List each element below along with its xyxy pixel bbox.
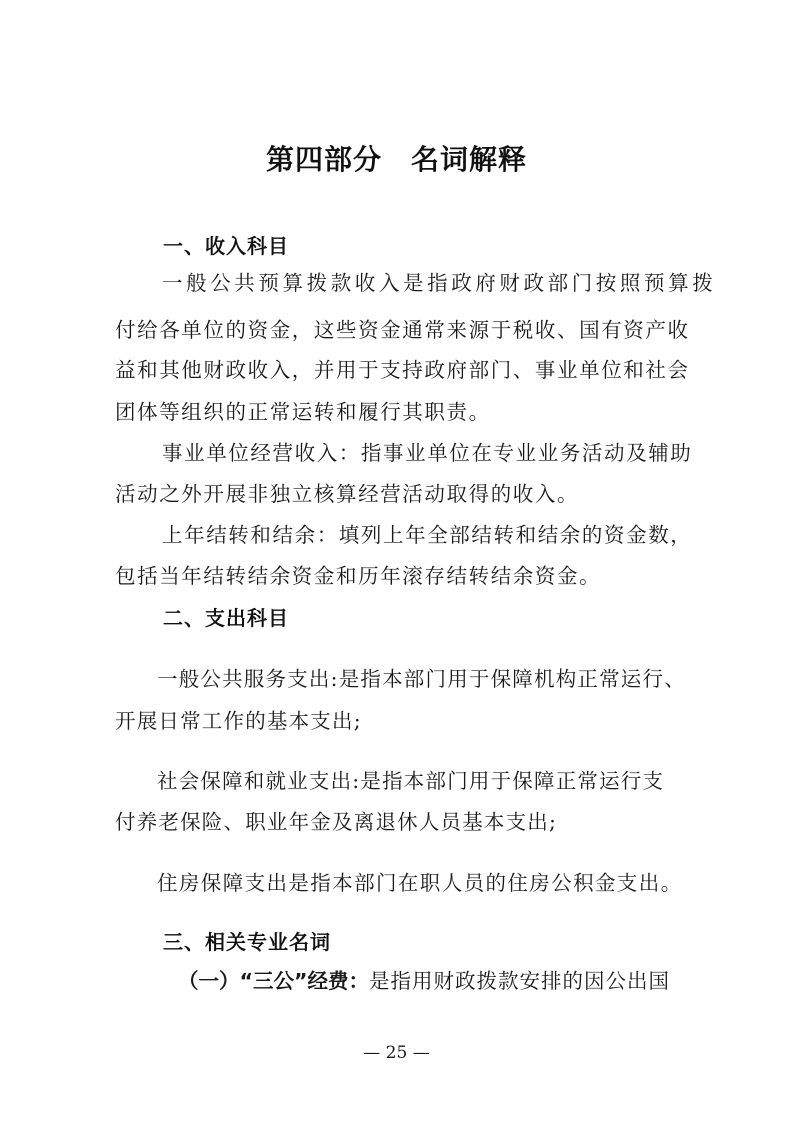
paragraph-line: 社会保障和就业支出:是指本部门用于保障正常运行支	[157, 769, 665, 793]
section-heading-expenditure: 二、支出科目	[163, 606, 289, 630]
paragraph-line: 包括当年结转结余资金和历年滚存结转结余资金。	[115, 564, 602, 588]
paragraph-line: 开展日常工作的基本支出;	[115, 709, 362, 733]
sub-item-label: （一）“三公”经费：	[178, 969, 369, 993]
paragraph-line: 付养老保险、职业年金及离退休人员基本支出;	[115, 810, 558, 834]
section-heading-terms: 三、相关专业名词	[163, 930, 331, 954]
paragraph-line: 上年结转和结余：填列上年全部结转和结余的资金数，	[162, 523, 693, 547]
paragraph-line: 一般公共预算拨款收入是指政府财政部门按照预算拨	[162, 271, 717, 295]
paragraph-line: 益和其他财政收入，并用于支持政府部门、事业单位和社会	[115, 358, 690, 382]
paragraph-line: 事业单位经营收入：指事业单位在专业业务活动及辅助	[162, 441, 693, 465]
sub-item-text: 是指用财政拨款安排的因公出国	[368, 969, 670, 993]
section-heading-income: 一、收入科目	[163, 234, 289, 258]
page-number: — 25 —	[363, 1043, 430, 1063]
paragraph-line: 一般公共服务支出:是指本部门用于保障机构正常运行、	[157, 667, 686, 691]
sub-item-three-public-funds	[178, 964, 670, 994]
paragraph-line: 付给各单位的资金，这些资金通常来源于税收、国有资产收	[115, 318, 690, 342]
paragraph-line: 团体等组织的正常运转和履行其职责。	[115, 400, 491, 424]
paragraph-line: 活动之外开展非独立核算经营活动取得的收入。	[115, 482, 580, 506]
paragraph-line: 住房保障支出是指本部门在职人员的住房公积金支出。	[157, 871, 683, 895]
page-title: 第四部分 名词解释	[265, 143, 527, 176]
